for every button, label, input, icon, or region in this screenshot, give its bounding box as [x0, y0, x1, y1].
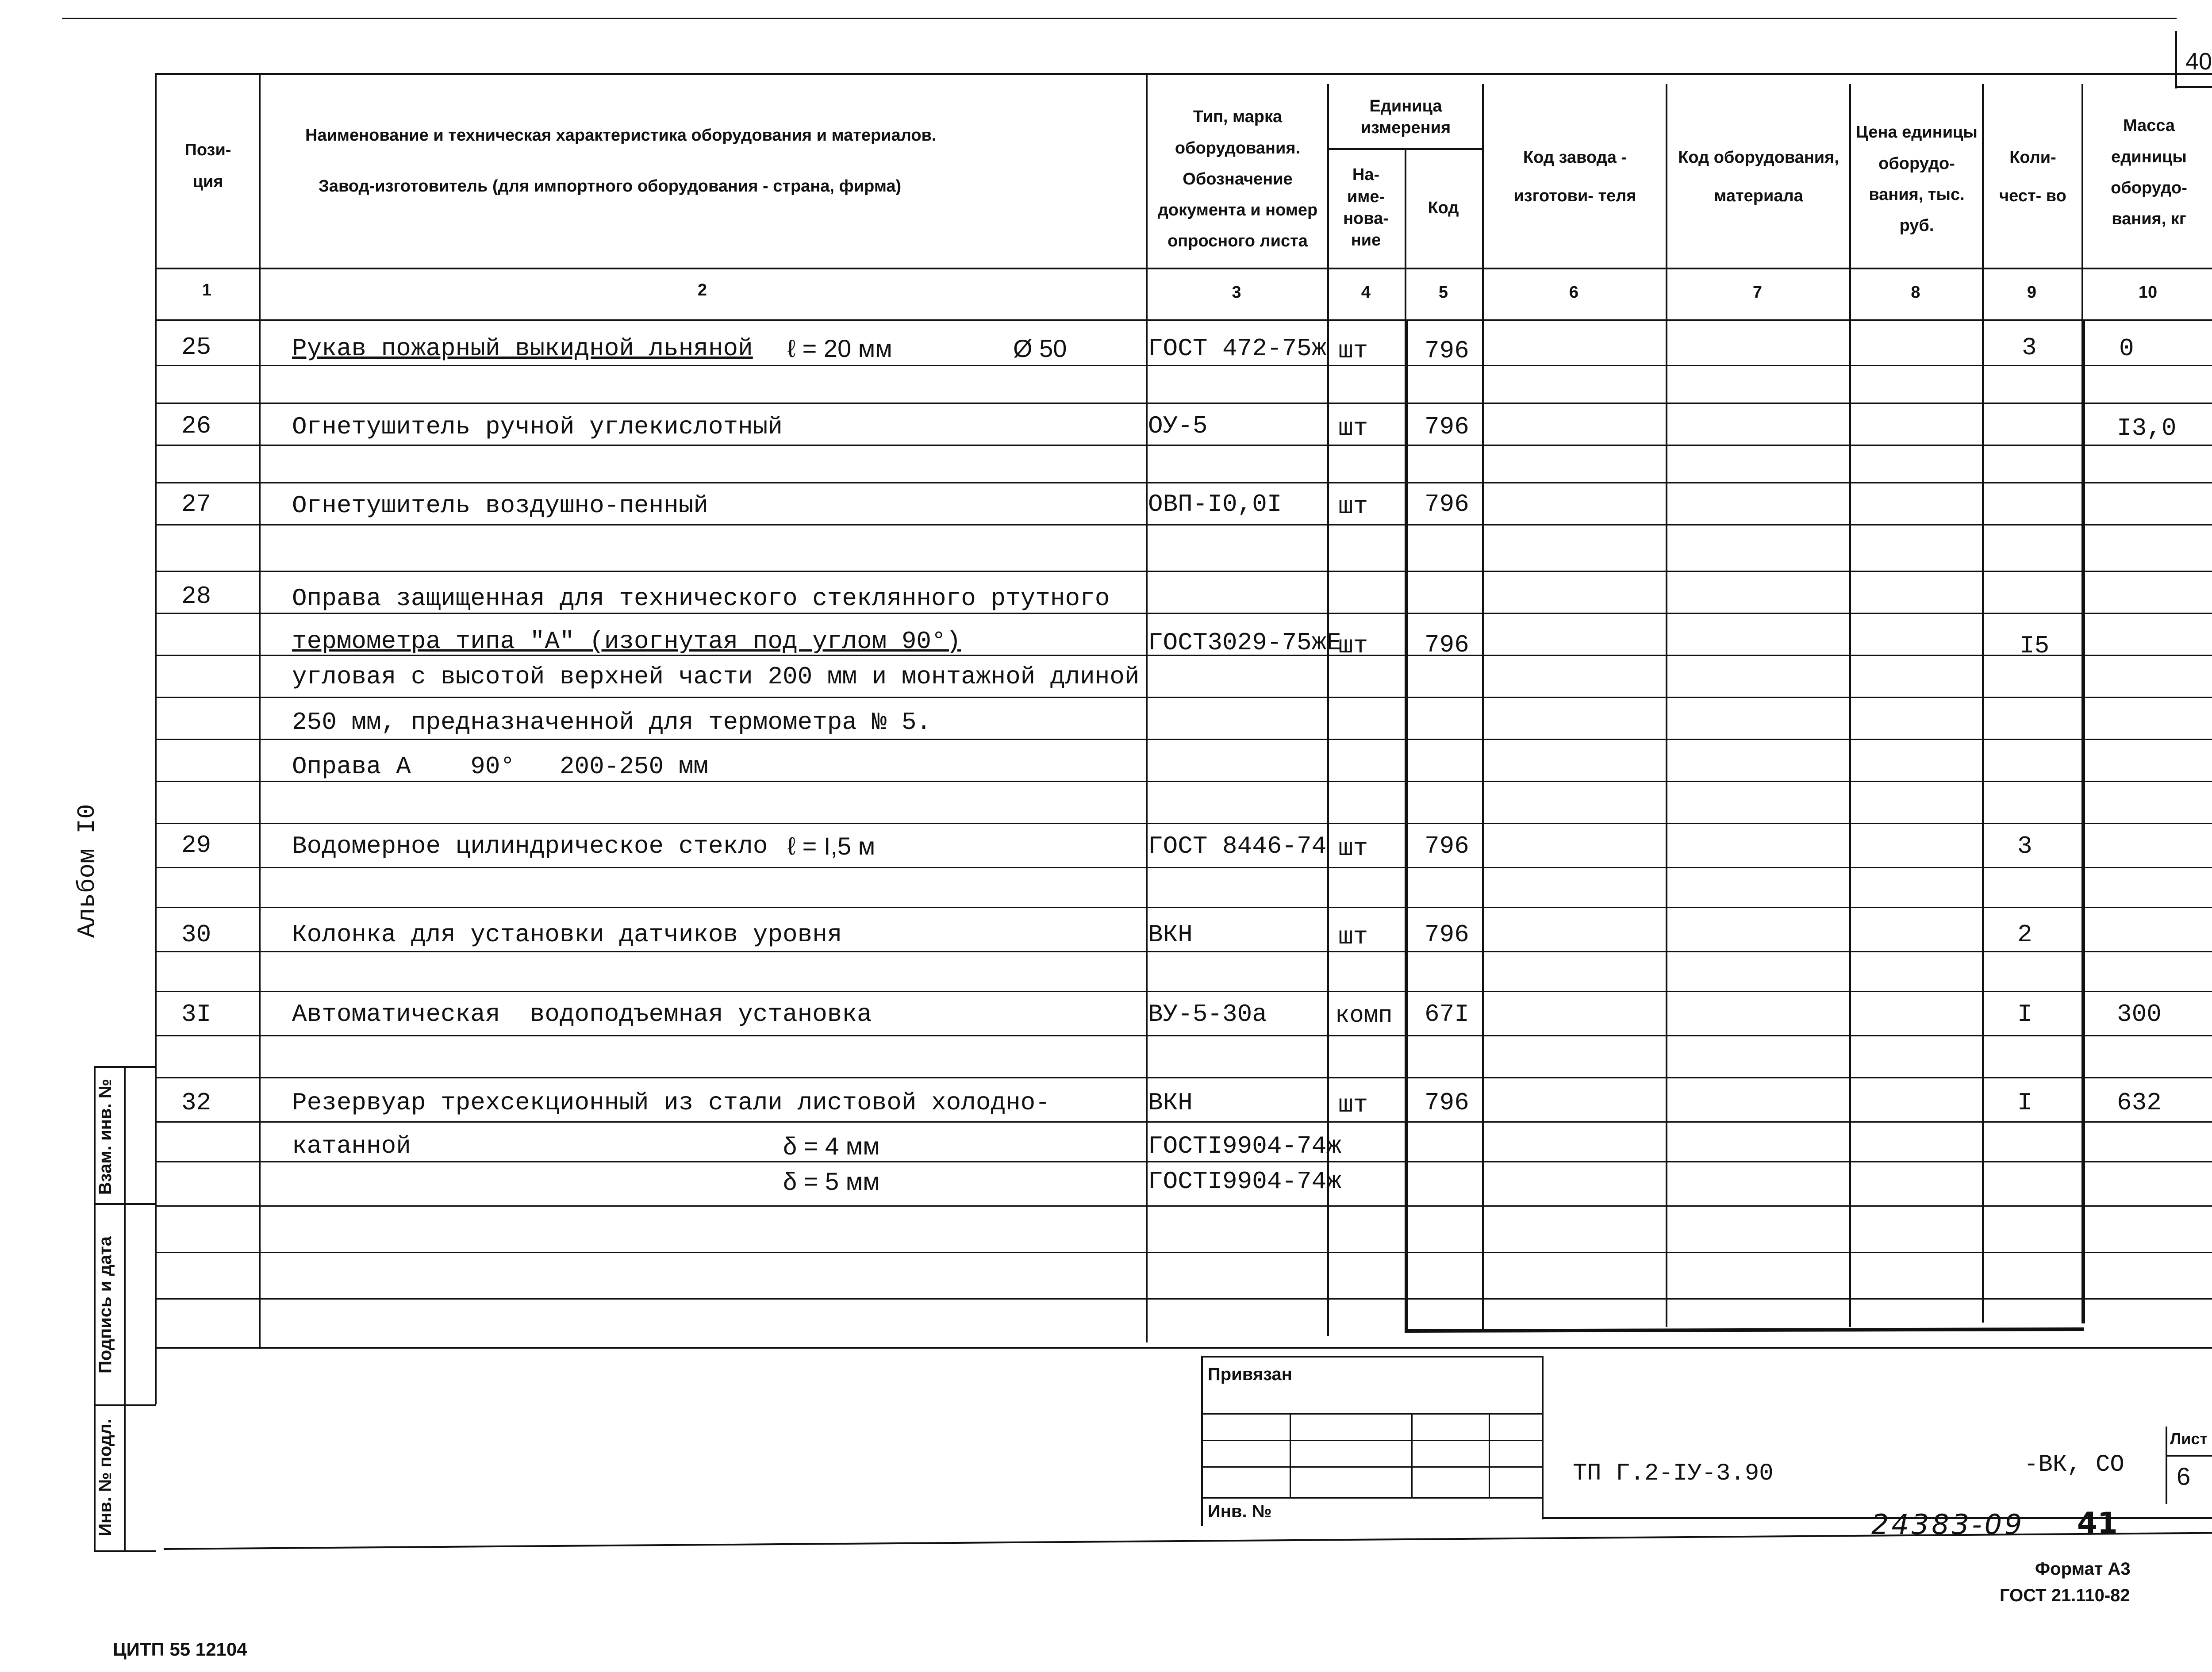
gost-label: ГОСТ 21.110-82 — [2000, 1586, 2130, 1605]
row-27-name: Огнетушитель воздушно-пенный — [292, 491, 708, 520]
side-strip-top — [94, 1066, 156, 1068]
side-strip-sep1 — [94, 1203, 156, 1205]
table-bottom-line — [155, 1347, 2212, 1349]
row-32-unit: шт — [1338, 1091, 1368, 1119]
stamp-privyazan-right — [1542, 1356, 1544, 1519]
row-27-pos: 27 — [181, 490, 211, 518]
row-25-name: Рукав пожарный выкидной льняной — [292, 334, 753, 363]
row-27-code: 796 — [1425, 490, 1469, 518]
stamp-list-no: 6 — [2177, 1462, 2191, 1490]
row-line — [155, 445, 2212, 446]
col-line-1 — [259, 73, 261, 1349]
handwritten-number: 24383-09 — [1871, 1508, 2025, 1541]
header-bottom-line — [155, 268, 2212, 269]
row-31-mass: 300 — [2117, 1000, 2162, 1028]
colnum-bottom-line — [155, 319, 2212, 321]
row-31-doc: ВУ-5-30а — [1148, 1000, 1267, 1028]
row-31-code: 67I — [1425, 1000, 1469, 1028]
stamp-grid-line — [1201, 1497, 1542, 1499]
stamp-grid-line — [1201, 1413, 1542, 1415]
row-line — [155, 867, 2212, 868]
row-26-unit: шт — [1338, 414, 1368, 442]
row-line — [155, 951, 2212, 952]
stamp-doc-suffix: -ВК, СО — [2024, 1451, 2124, 1478]
side-inv-podl: Инв. № подл. — [96, 1419, 115, 1536]
row-27-doc: ОВП-I0,0I — [1148, 490, 1282, 518]
row-line — [155, 613, 2212, 614]
row-25-pos: 25 — [181, 333, 211, 361]
header-name-line1: Наименование и техническая характеристика оборудования и материалов. — [305, 126, 937, 145]
row-line — [155, 739, 2212, 740]
side-vzam: Взам. инв. № — [96, 1078, 115, 1195]
sheet-number-top: 40 — [2185, 48, 2212, 75]
stamp-list-sep — [2166, 1455, 2212, 1457]
header-price: Цена единицы оборудо- вания, тыс. руб. — [1856, 123, 1978, 235]
citp-label: ЦИТП 55 12104 — [113, 1639, 247, 1660]
side-strip-inner — [124, 1066, 126, 1550]
stamp-inv-no: Инв. № — [1208, 1502, 1272, 1521]
header-type: Тип, марка оборудования. Обозначение документа и номер опросного листа — [1157, 107, 1318, 251]
row-line — [155, 571, 2212, 572]
colnum-4: 4 — [1361, 283, 1371, 302]
row-line — [155, 1035, 2212, 1036]
stamp-grid-line — [1201, 1466, 1542, 1468]
row-28-pos: 28 — [181, 582, 211, 610]
stamp-list-label: Лист — [2170, 1430, 2208, 1448]
colnum-8: 8 — [1911, 283, 1920, 302]
bold-bottom-line — [1405, 1327, 2084, 1333]
row-29-doc: ГОСТ 8446-74 — [1148, 832, 1327, 860]
row-32-name-line1: Резервуар трехсекционный из стали листовой холодно- — [292, 1089, 1050, 1117]
sheetnum-box-bottom — [2175, 86, 2212, 88]
format-label: Формат А3 — [2035, 1559, 2131, 1579]
stamp-privyazan-top — [1201, 1356, 1542, 1358]
stamp-doc-code: ТП Г.2-IУ-3.90 — [1573, 1460, 1774, 1487]
side-strip-sep2 — [94, 1404, 156, 1406]
row-line — [155, 907, 2212, 908]
row-25-code: 796 — [1425, 337, 1469, 365]
row-30-name: Колонка для установки датчиков уровня — [292, 920, 842, 949]
col-line-2 — [1146, 73, 1148, 1342]
row-31-qty: I — [2017, 1000, 2032, 1028]
row-line — [155, 1077, 2212, 1078]
row-line — [155, 365, 2212, 366]
sheetnum-box-left — [2175, 31, 2177, 88]
row-32-code: 796 — [1425, 1089, 1469, 1117]
header-position: Пози- ция — [184, 140, 231, 191]
row-28-code: 796 — [1425, 631, 1469, 659]
row-line — [155, 482, 2212, 483]
colnum-7: 7 — [1752, 283, 1763, 302]
row-30-unit: шт — [1338, 923, 1368, 951]
row-28-name-line1: Оправа защищенная для технического стеклянного ртутного — [292, 584, 1110, 613]
header-mass: Масса единицы оборудо- вания, кг — [2111, 116, 2187, 229]
colnum-6: 6 — [1569, 283, 1579, 302]
row-28-unit: шт — [1338, 632, 1368, 660]
row-28-name-line3: угловая с высотой верхней части 200 мм и монтажной длиной — [292, 663, 1140, 691]
row-27-unit: шт — [1338, 492, 1368, 521]
col-line-5 — [1482, 84, 1484, 1331]
colnum-2: 2 — [697, 281, 707, 299]
row-31-unit: комп — [1335, 1002, 1393, 1029]
row-line — [155, 524, 2212, 525]
colnum-1: 1 — [202, 281, 212, 299]
stamp-grid-col — [1489, 1413, 1490, 1497]
row-29-code: 796 — [1425, 832, 1469, 860]
row-25-mass: 0 — [2119, 334, 2134, 363]
row-32-doc-3: ГОСТI9904-74ж — [1148, 1167, 1341, 1196]
row-32-qty: I — [2017, 1089, 2032, 1117]
row-26-code: 796 — [1425, 413, 1469, 441]
header-factory-code: Код завода - изготови- теля — [1513, 148, 1636, 205]
stamp-list-left — [2166, 1427, 2167, 1504]
col-line-9-bold — [2081, 319, 2085, 1323]
row-line — [155, 403, 2212, 404]
row-32-doc-2: ГОСТI9904-74ж — [1148, 1132, 1341, 1160]
stamp-grid-col — [1411, 1413, 1413, 1497]
row-28-name-line5: Оправа А 90° 200-250 мм — [292, 752, 708, 781]
row-line — [155, 1252, 2212, 1253]
album-label: Альбом I0 — [73, 804, 101, 938]
colnum-3: 3 — [1232, 283, 1241, 302]
row-25-doc: ГОСТ 472-75ж — [1148, 334, 1327, 363]
colnum-10: 10 — [2138, 283, 2158, 302]
side-strip-bottom — [94, 1550, 156, 1552]
row-29-param: ℓ = I,5 м — [787, 832, 876, 860]
stamp-grid-line — [1201, 1440, 1542, 1441]
header-qty: Коли- чест- во — [1999, 148, 2066, 205]
row-line — [155, 1161, 2212, 1162]
row-line — [155, 823, 2212, 824]
row-31-pos: 3I — [181, 1000, 211, 1028]
stamp-privyazan: Привязан — [1208, 1365, 1292, 1384]
frame-top — [155, 73, 2212, 75]
header-unit: Единица измерения — [1360, 96, 1451, 137]
row-32-doc-1: ВКН — [1148, 1089, 1193, 1117]
row-line — [155, 1298, 2212, 1300]
row-26-pos: 26 — [181, 412, 211, 440]
colnum-9: 9 — [2027, 283, 2037, 302]
row-26-mass: I3,0 — [2117, 414, 2177, 442]
col-line-8 — [1982, 84, 1984, 1323]
row-32-thickness-1: δ = 4 мм — [783, 1132, 880, 1160]
row-30-qty: 2 — [2017, 920, 2032, 949]
row-32-pos: 32 — [181, 1089, 211, 1117]
row-line — [155, 991, 2212, 992]
row-32-mass: 632 — [2117, 1089, 2162, 1117]
row-30-doc: ВКН — [1148, 920, 1193, 949]
row-32-name-line2: катанной — [292, 1132, 411, 1160]
row-29-qty: 3 — [2017, 832, 2032, 860]
header-name-line2: Завод-изготовитель (для импортного оборудования - страна, фирма) — [319, 177, 902, 196]
row-28-qty: I5 — [2020, 632, 2050, 660]
row-line — [155, 697, 2212, 698]
row-28-name-line2: термометра типа "А" (изогнутая под углом 90°) — [292, 627, 961, 656]
header-unit-code: Код — [1428, 198, 1459, 217]
header-equip-code: Код оборудования, материала — [1678, 148, 1839, 205]
row-25-unit: шт — [1338, 337, 1368, 365]
row-29-unit: шт — [1338, 834, 1368, 863]
row-25-qty: 3 — [2022, 334, 2037, 362]
row-29-name: Водомерное цилиндрическое стекло — [292, 832, 768, 860]
header-unit-name: На- име- нова- ние — [1343, 165, 1389, 250]
side-podpis: Подпись и дата — [96, 1236, 115, 1373]
row-25-param: ℓ = 20 мм — [787, 334, 892, 362]
row-line — [155, 1121, 2212, 1123]
row-31-name: Автоматическая водоподъемная установка — [292, 1000, 872, 1028]
row-29-pos: 29 — [181, 831, 211, 859]
row-line — [155, 1205, 2212, 1207]
col-line-4-bold — [1405, 319, 1408, 1332]
row-28-name-line4: 250 мм, предназначенной для термометра № 5. — [292, 708, 932, 736]
top-trim-line — [62, 18, 2177, 19]
row-26-name: Огнетушитель ручной углекислотный — [292, 413, 783, 441]
row-25-dia: Ø 50 — [1013, 334, 1067, 362]
colnum-5: 5 — [1438, 283, 1448, 302]
col-line-7 — [1849, 84, 1851, 1327]
row-28-doc: ГОСТ3029-75жЕ — [1148, 629, 1341, 657]
stamp-grid-col — [1290, 1413, 1291, 1497]
row-line — [155, 781, 2212, 782]
row-26-doc: ОУ-5 — [1148, 412, 1208, 440]
handwritten-page: 41 — [2077, 1506, 2118, 1540]
row-30-pos: 30 — [181, 920, 211, 949]
row-30-code: 796 — [1425, 920, 1469, 949]
col-line-6 — [1666, 84, 1667, 1327]
row-32-thickness-2: δ = 5 мм — [783, 1167, 880, 1195]
